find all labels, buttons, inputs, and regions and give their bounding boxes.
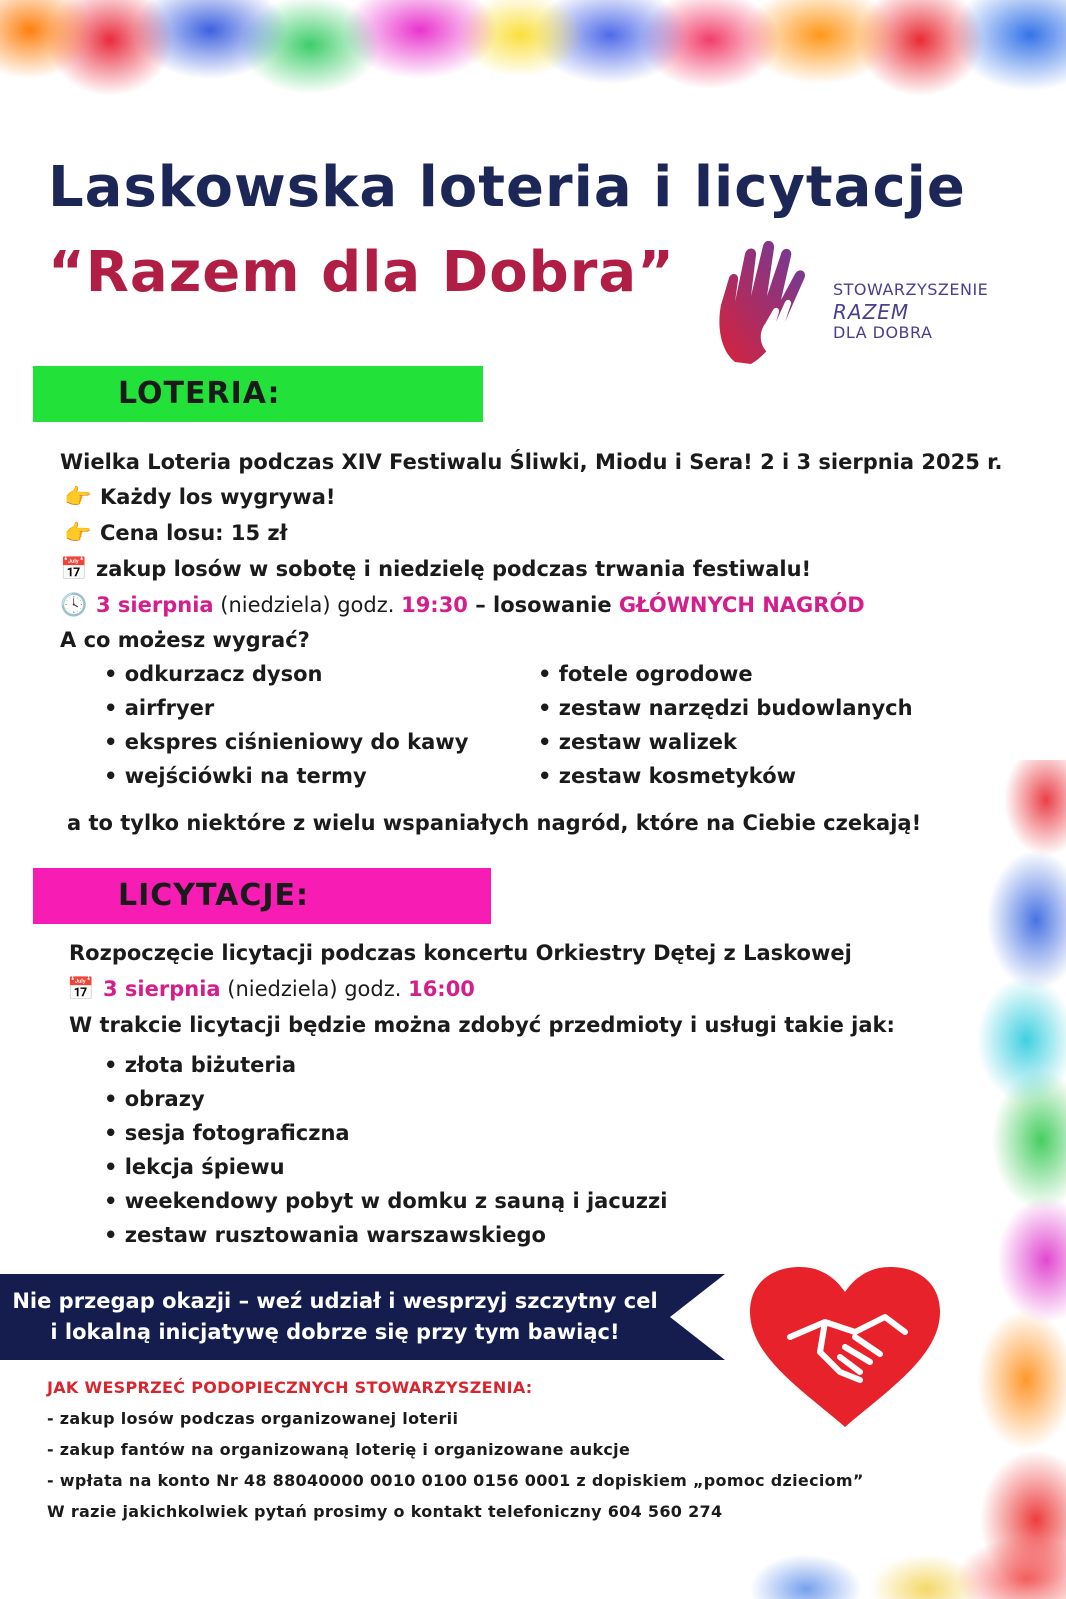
calendar-icon: 📅: [67, 977, 95, 1002]
licytacje-heading: LICYTACJE:: [118, 878, 310, 913]
support-line: - wpłata na konto Nr 48 88040000 0010 0100 0156 0001 z dopiskiem „pomoc dzieciom”: [47, 1471, 864, 1490]
draw-highlight: GŁÓWNYCH NAGRÓD: [618, 593, 865, 617]
banner-line-2: i lokalną inicjatywę dobrze się przy tym bawiąc!: [50, 1320, 620, 1344]
auction-item: • sesja fotograficzna: [104, 1121, 350, 1145]
loteria-draw-line: [60, 593, 865, 618]
call-to-action-banner: [0, 1274, 725, 1360]
association-logo: [715, 240, 1025, 370]
loteria-point-1: [64, 485, 335, 510]
licytacje-date-line: [67, 977, 475, 1002]
loteria-point-3: [60, 557, 811, 582]
clock-icon: 🕓: [60, 593, 88, 618]
prize-item: • zestaw walizek: [538, 730, 737, 754]
support-contact: W razie jakichkolwiek pytań prosimy o kontakt telefoniczny 604 560 274: [47, 1502, 723, 1521]
prize-item: • zestaw kosmetyków: [538, 764, 796, 788]
prizes-heading: A co możesz wygrać?: [60, 628, 310, 652]
hands-icon: [715, 240, 833, 370]
draw-date: 3 sierpnia: [96, 593, 214, 617]
prize-item: • zestaw narzędzi budowlanych: [538, 696, 913, 720]
page-subtitle: “Razem dla Dobra”: [48, 240, 675, 305]
loteria-point-3-text: zakup losów w sobotę i niedzielę podczas trwania festiwalu!: [96, 557, 812, 581]
heart-handshake-icon: [745, 1262, 945, 1432]
pointing-hand-icon: 👉: [64, 485, 92, 510]
loteria-point-2: [64, 521, 287, 546]
support-title: JAK WESPRZEĆ PODOPIECZNYCH STOWARZYSZENIA:: [47, 1378, 533, 1397]
page-title: Laskowska loteria i licytacje: [48, 155, 966, 220]
auction-item: • obrazy: [104, 1087, 205, 1111]
draw-time: 19:30: [401, 593, 468, 617]
prize-item: • wejściówki na termy: [104, 764, 367, 788]
banner-line-1: Nie przegap okazji – weź udział i wesprzyj szczytny cel: [12, 1289, 658, 1313]
loteria-heading-bar: [33, 366, 483, 422]
auction-item: • lekcja śpiewu: [104, 1155, 285, 1179]
prize-item: • ekspres ciśnieniowy do kawy: [104, 730, 468, 754]
prize-item: • odkurzacz dyson: [104, 662, 322, 686]
loteria-point-1-text: Każdy los wygrywa!: [100, 485, 336, 509]
calendar-icon: 📅: [60, 557, 88, 582]
licytacje-items-heading: W trakcie licytacji będzie można zdobyć przedmioty i usługi takie jak:: [69, 1013, 895, 1037]
paint-splash-right: [926, 760, 1066, 1599]
auction-item: • złota biżuteria: [104, 1053, 296, 1077]
logo-line-2: RAZEM: [833, 300, 910, 324]
loteria-heading: LOTERIA:: [118, 376, 281, 411]
auction-date: 3 sierpnia: [103, 977, 221, 1001]
auction-day: (niedziela) godz.: [220, 977, 409, 1001]
draw-day: (niedziela) godz.: [213, 593, 402, 617]
paint-splash-bottom: [706, 1529, 1066, 1599]
licytacje-intro: Rozpoczęcie licytacji podczas koncertu Orkiestry Dętej z Laskowej: [69, 941, 852, 965]
draw-middle: – losowanie: [467, 593, 619, 617]
logo-line-3: DLA DOBRA: [833, 323, 933, 342]
logo-line-1: STOWARZYSZENIE: [833, 280, 989, 299]
paint-splash-top: [0, 0, 1066, 150]
prize-item: • airfryer: [104, 696, 214, 720]
auction-item: • weekendowy pobyt w domku z sauną i jacuzzi: [104, 1189, 667, 1213]
licytacje-heading-bar: [33, 868, 491, 924]
support-line: - zakup losów podczas organizowanej loterii: [47, 1409, 459, 1428]
auction-time: 16:00: [408, 977, 475, 1001]
loteria-closing: a to tylko niektóre z wielu wspaniałych nagród, które na Ciebie czekają!: [67, 811, 922, 835]
pointing-hand-icon: 👉: [64, 521, 92, 546]
prize-item: • fotele ogrodowe: [538, 662, 753, 686]
auction-item: • zestaw rusztowania warszawskiego: [104, 1223, 546, 1247]
loteria-intro: Wielka Loteria podczas XIV Festiwalu Śliwki, Miodu i Sera! 2 i 3 sierpnia 2025 r.: [60, 450, 1003, 474]
loteria-point-2-text: Cena losu: 15 zł: [100, 521, 288, 545]
support-line: - zakup fantów na organizowaną loterię i organizowane aukcje: [47, 1440, 631, 1459]
